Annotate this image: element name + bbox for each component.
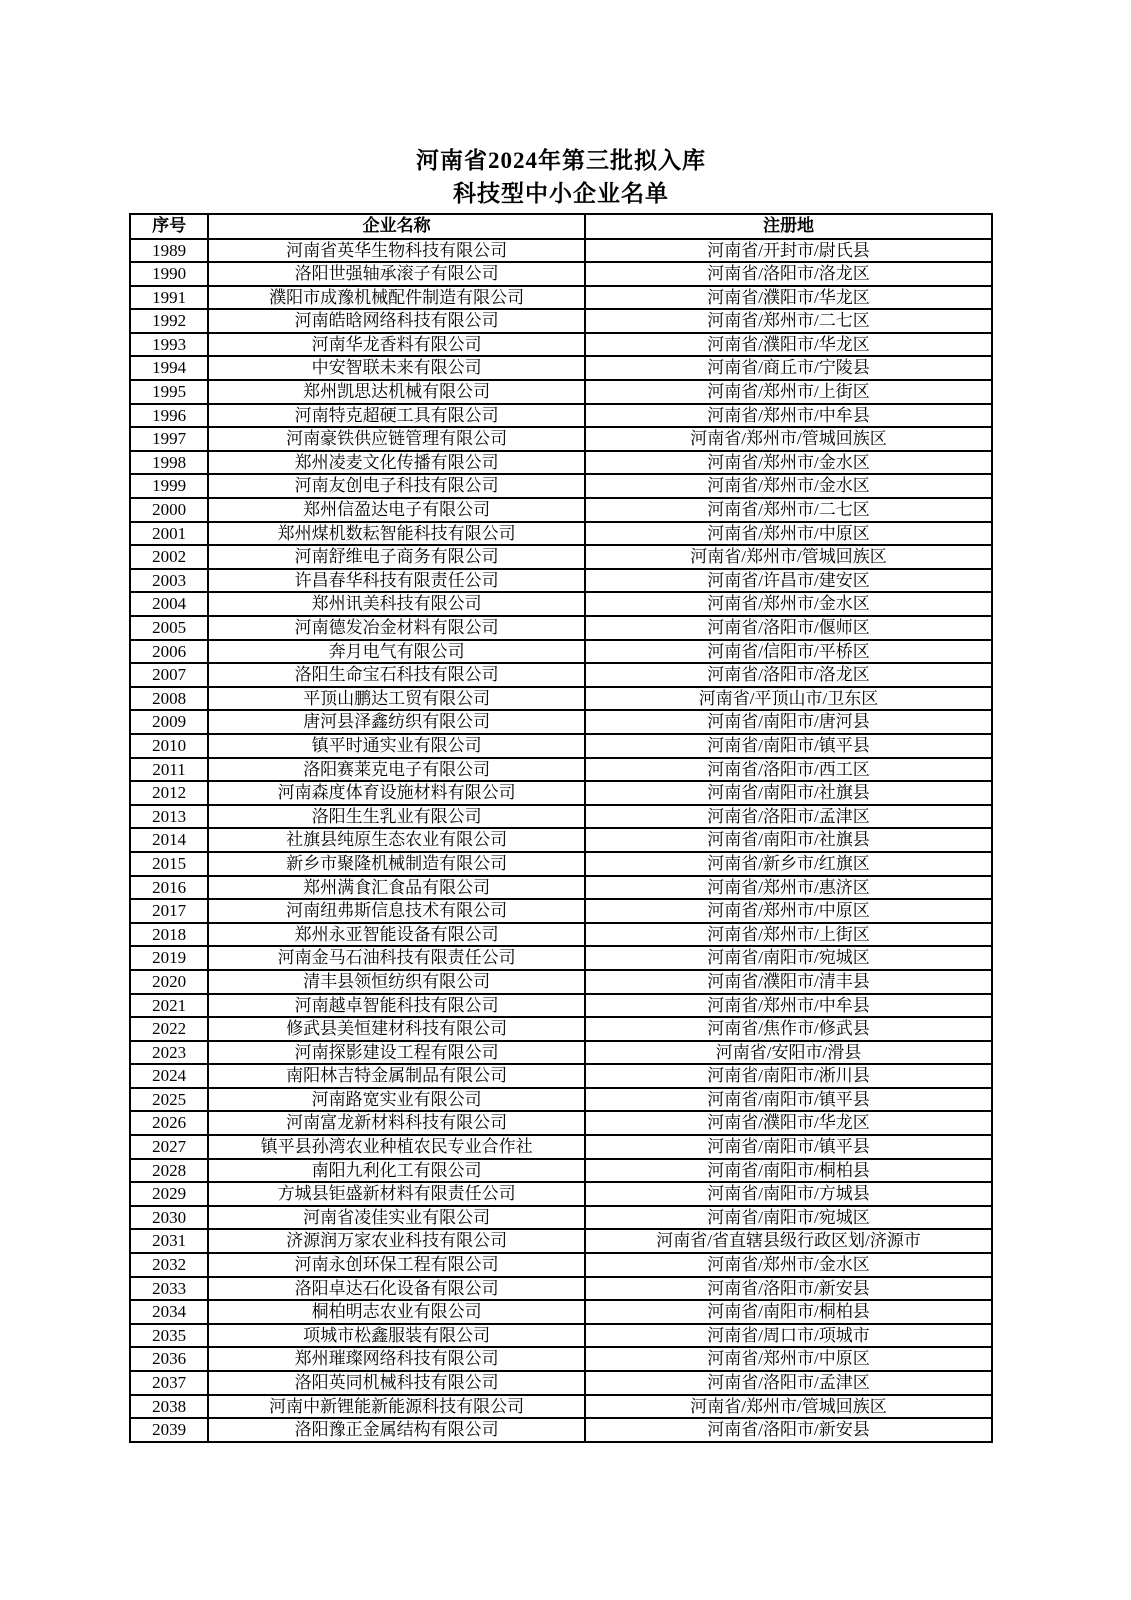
row-registration-location: 河南省/洛阳市/洛龙区 [585, 262, 992, 286]
row-registration-location: 河南省/郑州市/中原区 [585, 522, 992, 546]
row-company-name: 中安智联未来有限公司 [208, 356, 585, 380]
row-serial-number: 1999 [130, 474, 208, 498]
table-row [130, 427, 992, 451]
row-company-name: 河南中新锂能新能源科技有限公司 [208, 1395, 585, 1419]
table-row [130, 262, 992, 286]
table-row [130, 1371, 992, 1395]
row-registration-location: 河南省/南阳市/淅川县 [585, 1064, 992, 1088]
row-company-name: 镇平县孙湾农业种植农民专业合作社 [208, 1135, 585, 1159]
row-registration-location: 河南省/郑州市/中牟县 [585, 404, 992, 428]
table-row [130, 994, 992, 1018]
row-registration-location: 河南省/南阳市/镇平县 [585, 1088, 992, 1112]
table-row [130, 1347, 992, 1371]
row-serial-number: 2028 [130, 1159, 208, 1183]
row-company-name: 河南豪铁供应链管理有限公司 [208, 427, 585, 451]
row-serial-number: 2037 [130, 1371, 208, 1395]
row-registration-location: 河南省/郑州市/上街区 [585, 380, 992, 404]
table-row [130, 946, 992, 970]
table-row [130, 1253, 992, 1277]
table-row [130, 1159, 992, 1183]
row-serial-number: 2029 [130, 1182, 208, 1206]
row-serial-number: 2013 [130, 805, 208, 829]
table-row [130, 1111, 992, 1135]
row-serial-number: 1989 [130, 239, 208, 263]
table-row [130, 356, 992, 380]
row-registration-location: 河南省/郑州市/管城回族区 [585, 1395, 992, 1419]
row-company-name: 新乡市聚隆机械制造有限公司 [208, 852, 585, 876]
row-serial-number: 2038 [130, 1395, 208, 1419]
row-company-name: 洛阳豫正金属结构有限公司 [208, 1418, 585, 1442]
row-registration-location: 河南省/南阳市/宛城区 [585, 1206, 992, 1230]
table-row [130, 592, 992, 616]
row-company-name: 郑州满食汇食品有限公司 [208, 876, 585, 900]
table-header-row [130, 214, 992, 239]
row-company-name: 清丰县领恒纺织有限公司 [208, 970, 585, 994]
row-registration-location: 河南省/郑州市/金水区 [585, 474, 992, 498]
row-company-name: 河南纽弗斯信息技术有限公司 [208, 899, 585, 923]
header-company-name: 企业名称 [208, 214, 585, 239]
table-row [130, 828, 992, 852]
row-serial-number: 2020 [130, 970, 208, 994]
table-row [130, 1041, 992, 1065]
row-serial-number: 2001 [130, 522, 208, 546]
row-company-name: 济源润万家农业科技有限公司 [208, 1229, 585, 1253]
row-company-name: 南阳九利化工有限公司 [208, 1159, 585, 1183]
row-registration-location: 河南省/信阳市/平桥区 [585, 640, 992, 664]
table-row [130, 687, 992, 711]
row-serial-number: 2000 [130, 498, 208, 522]
row-serial-number: 2025 [130, 1088, 208, 1112]
row-company-name: 河南友创电子科技有限公司 [208, 474, 585, 498]
row-serial-number: 2036 [130, 1347, 208, 1371]
row-registration-location: 河南省/南阳市/镇平县 [585, 734, 992, 758]
row-serial-number: 2014 [130, 828, 208, 852]
row-serial-number: 2007 [130, 663, 208, 687]
row-registration-location: 河南省/洛阳市/新安县 [585, 1277, 992, 1301]
row-company-name: 河南路宽实业有限公司 [208, 1088, 585, 1112]
table-row [130, 1064, 992, 1088]
row-company-name: 奔月电气有限公司 [208, 640, 585, 664]
row-serial-number: 2021 [130, 994, 208, 1018]
table-row [130, 498, 992, 522]
row-registration-location: 河南省/郑州市/二七区 [585, 309, 992, 333]
row-serial-number: 2016 [130, 876, 208, 900]
row-company-name: 河南永创环保工程有限公司 [208, 1253, 585, 1277]
row-serial-number: 2009 [130, 710, 208, 734]
row-serial-number: 2019 [130, 946, 208, 970]
row-serial-number: 1993 [130, 333, 208, 357]
row-registration-location: 河南省/南阳市/镇平县 [585, 1135, 992, 1159]
table-row [130, 852, 992, 876]
row-company-name: 唐河县泽鑫纺织有限公司 [208, 710, 585, 734]
table-row [130, 404, 992, 428]
table-row [130, 545, 992, 569]
table-row [130, 286, 992, 310]
row-company-name: 郑州永亚智能设备有限公司 [208, 923, 585, 947]
table-row [130, 522, 992, 546]
row-company-name: 河南探影建设工程有限公司 [208, 1041, 585, 1065]
row-registration-location: 河南省/南阳市/宛城区 [585, 946, 992, 970]
row-serial-number: 2008 [130, 687, 208, 711]
row-serial-number: 2004 [130, 592, 208, 616]
row-company-name: 郑州凌麦文化传播有限公司 [208, 451, 585, 475]
table-row [130, 616, 992, 640]
row-registration-location: 河南省/新乡市/红旗区 [585, 852, 992, 876]
table-row [130, 640, 992, 664]
row-registration-location: 河南省/郑州市/上街区 [585, 923, 992, 947]
row-registration-location: 河南省/郑州市/中原区 [585, 899, 992, 923]
row-company-name: 郑州璀璨网络科技有限公司 [208, 1347, 585, 1371]
row-company-name: 桐柏明志农业有限公司 [208, 1300, 585, 1324]
row-registration-location: 河南省/郑州市/惠济区 [585, 876, 992, 900]
row-company-name: 河南省英华生物科技有限公司 [208, 239, 585, 263]
row-company-name: 洛阳英同机械科技有限公司 [208, 1371, 585, 1395]
table-row [130, 1017, 992, 1041]
row-serial-number: 2024 [130, 1064, 208, 1088]
row-registration-location: 河南省/商丘市/宁陵县 [585, 356, 992, 380]
row-company-name: 方城县钜盛新材料有限责任公司 [208, 1182, 585, 1206]
table-row [130, 1135, 992, 1159]
company-list-table [129, 213, 993, 1443]
table-row [130, 923, 992, 947]
row-company-name: 河南金马石油科技有限责任公司 [208, 946, 585, 970]
row-serial-number: 2033 [130, 1277, 208, 1301]
document-title-line1: 河南省2024年第三批拟入库 [416, 148, 706, 173]
row-serial-number: 2030 [130, 1206, 208, 1230]
row-company-name: 河南森度体育设施材料有限公司 [208, 781, 585, 805]
row-registration-location: 河南省/濮阳市/华龙区 [585, 1111, 992, 1135]
table-row [130, 663, 992, 687]
row-company-name: 洛阳生命宝石科技有限公司 [208, 663, 585, 687]
row-company-name: 项城市松鑫服装有限公司 [208, 1324, 585, 1348]
row-serial-number: 2022 [130, 1017, 208, 1041]
row-serial-number: 2032 [130, 1253, 208, 1277]
document-title-line2: 科技型中小企业名单 [453, 181, 669, 206]
header-registration-location: 注册地 [585, 214, 992, 239]
row-registration-location: 河南省/郑州市/金水区 [585, 1253, 992, 1277]
row-registration-location: 河南省/郑州市/二七区 [585, 498, 992, 522]
document-title [129, 144, 993, 210]
row-company-name: 洛阳卓达石化设备有限公司 [208, 1277, 585, 1301]
row-serial-number: 2017 [130, 899, 208, 923]
row-serial-number: 2015 [130, 852, 208, 876]
table-row [130, 474, 992, 498]
row-company-name: 郑州信盈达电子有限公司 [208, 498, 585, 522]
row-company-name: 河南特克超硬工具有限公司 [208, 404, 585, 428]
row-serial-number: 1990 [130, 262, 208, 286]
table-row [130, 380, 992, 404]
row-registration-location: 河南省/郑州市/金水区 [585, 451, 992, 475]
row-serial-number: 2027 [130, 1135, 208, 1159]
row-registration-location: 河南省/郑州市/管城回族区 [585, 427, 992, 451]
row-serial-number: 2023 [130, 1041, 208, 1065]
table-row [130, 1277, 992, 1301]
table-row [130, 239, 992, 263]
table-row [130, 451, 992, 475]
table-row [130, 1324, 992, 1348]
row-company-name: 河南华龙香料有限公司 [208, 333, 585, 357]
row-registration-location: 河南省/郑州市/管城回族区 [585, 545, 992, 569]
row-company-name: 河南富龙新材料科技有限公司 [208, 1111, 585, 1135]
row-registration-location: 河南省/郑州市/金水区 [585, 592, 992, 616]
row-serial-number: 1996 [130, 404, 208, 428]
table-row [130, 805, 992, 829]
row-registration-location: 河南省/郑州市/中牟县 [585, 994, 992, 1018]
row-company-name: 许昌春华科技有限责任公司 [208, 569, 585, 593]
row-registration-location: 河南省/开封市/尉氏县 [585, 239, 992, 263]
table-row [130, 309, 992, 333]
row-company-name: 河南皓晗网络科技有限公司 [208, 309, 585, 333]
row-serial-number: 2035 [130, 1324, 208, 1348]
row-company-name: 河南德发冶金材料有限公司 [208, 616, 585, 640]
table-row [130, 1395, 992, 1419]
row-serial-number: 1998 [130, 451, 208, 475]
row-serial-number: 1991 [130, 286, 208, 310]
row-serial-number: 2005 [130, 616, 208, 640]
row-registration-location: 河南省/南阳市/唐河县 [585, 710, 992, 734]
row-serial-number: 2031 [130, 1229, 208, 1253]
row-registration-location: 河南省/洛阳市/西工区 [585, 758, 992, 782]
table-row [130, 734, 992, 758]
table-row [130, 781, 992, 805]
row-registration-location: 河南省/南阳市/桐柏县 [585, 1300, 992, 1324]
row-registration-location: 河南省/濮阳市/华龙区 [585, 286, 992, 310]
row-company-name: 郑州煤机数耘智能科技有限公司 [208, 522, 585, 546]
table-row [130, 1206, 992, 1230]
table-row [130, 710, 992, 734]
header-serial-number: 序号 [130, 214, 208, 239]
row-company-name: 社旗县纯原生态农业有限公司 [208, 828, 585, 852]
row-serial-number: 2039 [130, 1418, 208, 1442]
row-company-name: 河南省凌佳实业有限公司 [208, 1206, 585, 1230]
row-company-name: 濮阳市成豫机械配件制造有限公司 [208, 286, 585, 310]
row-company-name: 南阳林吉特金属制品有限公司 [208, 1064, 585, 1088]
row-company-name: 洛阳赛莱克电子有限公司 [208, 758, 585, 782]
row-registration-location: 河南省/洛阳市/孟津区 [585, 805, 992, 829]
row-registration-location: 河南省/洛阳市/新安县 [585, 1418, 992, 1442]
table-row [130, 1300, 992, 1324]
row-registration-location: 河南省/南阳市/桐柏县 [585, 1159, 992, 1183]
row-company-name: 平顶山鹏达工贸有限公司 [208, 687, 585, 711]
row-company-name: 郑州讯美科技有限公司 [208, 592, 585, 616]
row-registration-location: 河南省/安阳市/滑县 [585, 1041, 992, 1065]
row-serial-number: 2006 [130, 640, 208, 664]
table-row [130, 569, 992, 593]
row-serial-number: 2034 [130, 1300, 208, 1324]
table-row [130, 1088, 992, 1112]
row-company-name: 洛阳生生乳业有限公司 [208, 805, 585, 829]
row-registration-location: 河南省/南阳市/社旗县 [585, 781, 992, 805]
table-row [130, 758, 992, 782]
row-registration-location: 河南省/南阳市/社旗县 [585, 828, 992, 852]
row-company-name: 河南越卓智能科技有限公司 [208, 994, 585, 1018]
row-serial-number: 2010 [130, 734, 208, 758]
row-serial-number: 1992 [130, 309, 208, 333]
row-company-name: 镇平时通实业有限公司 [208, 734, 585, 758]
row-registration-location: 河南省/焦作市/修武县 [585, 1017, 992, 1041]
row-serial-number: 2011 [130, 758, 208, 782]
row-serial-number: 2026 [130, 1111, 208, 1135]
table-row [130, 970, 992, 994]
row-registration-location: 河南省/郑州市/中原区 [585, 1347, 992, 1371]
row-registration-location: 河南省/许昌市/建安区 [585, 569, 992, 593]
company-table-body [130, 239, 992, 1442]
row-registration-location: 河南省/洛阳市/偃师区 [585, 616, 992, 640]
row-serial-number: 2003 [130, 569, 208, 593]
row-company-name: 郑州凯思达机械有限公司 [208, 380, 585, 404]
table-row [130, 899, 992, 923]
row-serial-number: 1994 [130, 356, 208, 380]
table-row [130, 1182, 992, 1206]
row-company-name: 河南舒维电子商务有限公司 [208, 545, 585, 569]
row-serial-number: 1995 [130, 380, 208, 404]
row-serial-number: 2018 [130, 923, 208, 947]
table-row [130, 333, 992, 357]
row-registration-location: 河南省/洛阳市/洛龙区 [585, 663, 992, 687]
row-registration-location: 河南省/南阳市/方城县 [585, 1182, 992, 1206]
row-company-name: 修武县美恒建材科技有限公司 [208, 1017, 585, 1041]
row-registration-location: 河南省/平顶山市/卫东区 [585, 687, 992, 711]
row-registration-location: 河南省/周口市/项城市 [585, 1324, 992, 1348]
table-row [130, 1418, 992, 1442]
row-registration-location: 河南省/濮阳市/华龙区 [585, 333, 992, 357]
table-row [130, 876, 992, 900]
row-serial-number: 1997 [130, 427, 208, 451]
row-serial-number: 2002 [130, 545, 208, 569]
row-registration-location: 河南省/省直辖县级行政区划/济源市 [585, 1229, 992, 1253]
row-registration-location: 河南省/濮阳市/清丰县 [585, 970, 992, 994]
row-company-name: 洛阳世强轴承滚子有限公司 [208, 262, 585, 286]
row-serial-number: 2012 [130, 781, 208, 805]
table-row [130, 1229, 992, 1253]
row-registration-location: 河南省/洛阳市/孟津区 [585, 1371, 992, 1395]
